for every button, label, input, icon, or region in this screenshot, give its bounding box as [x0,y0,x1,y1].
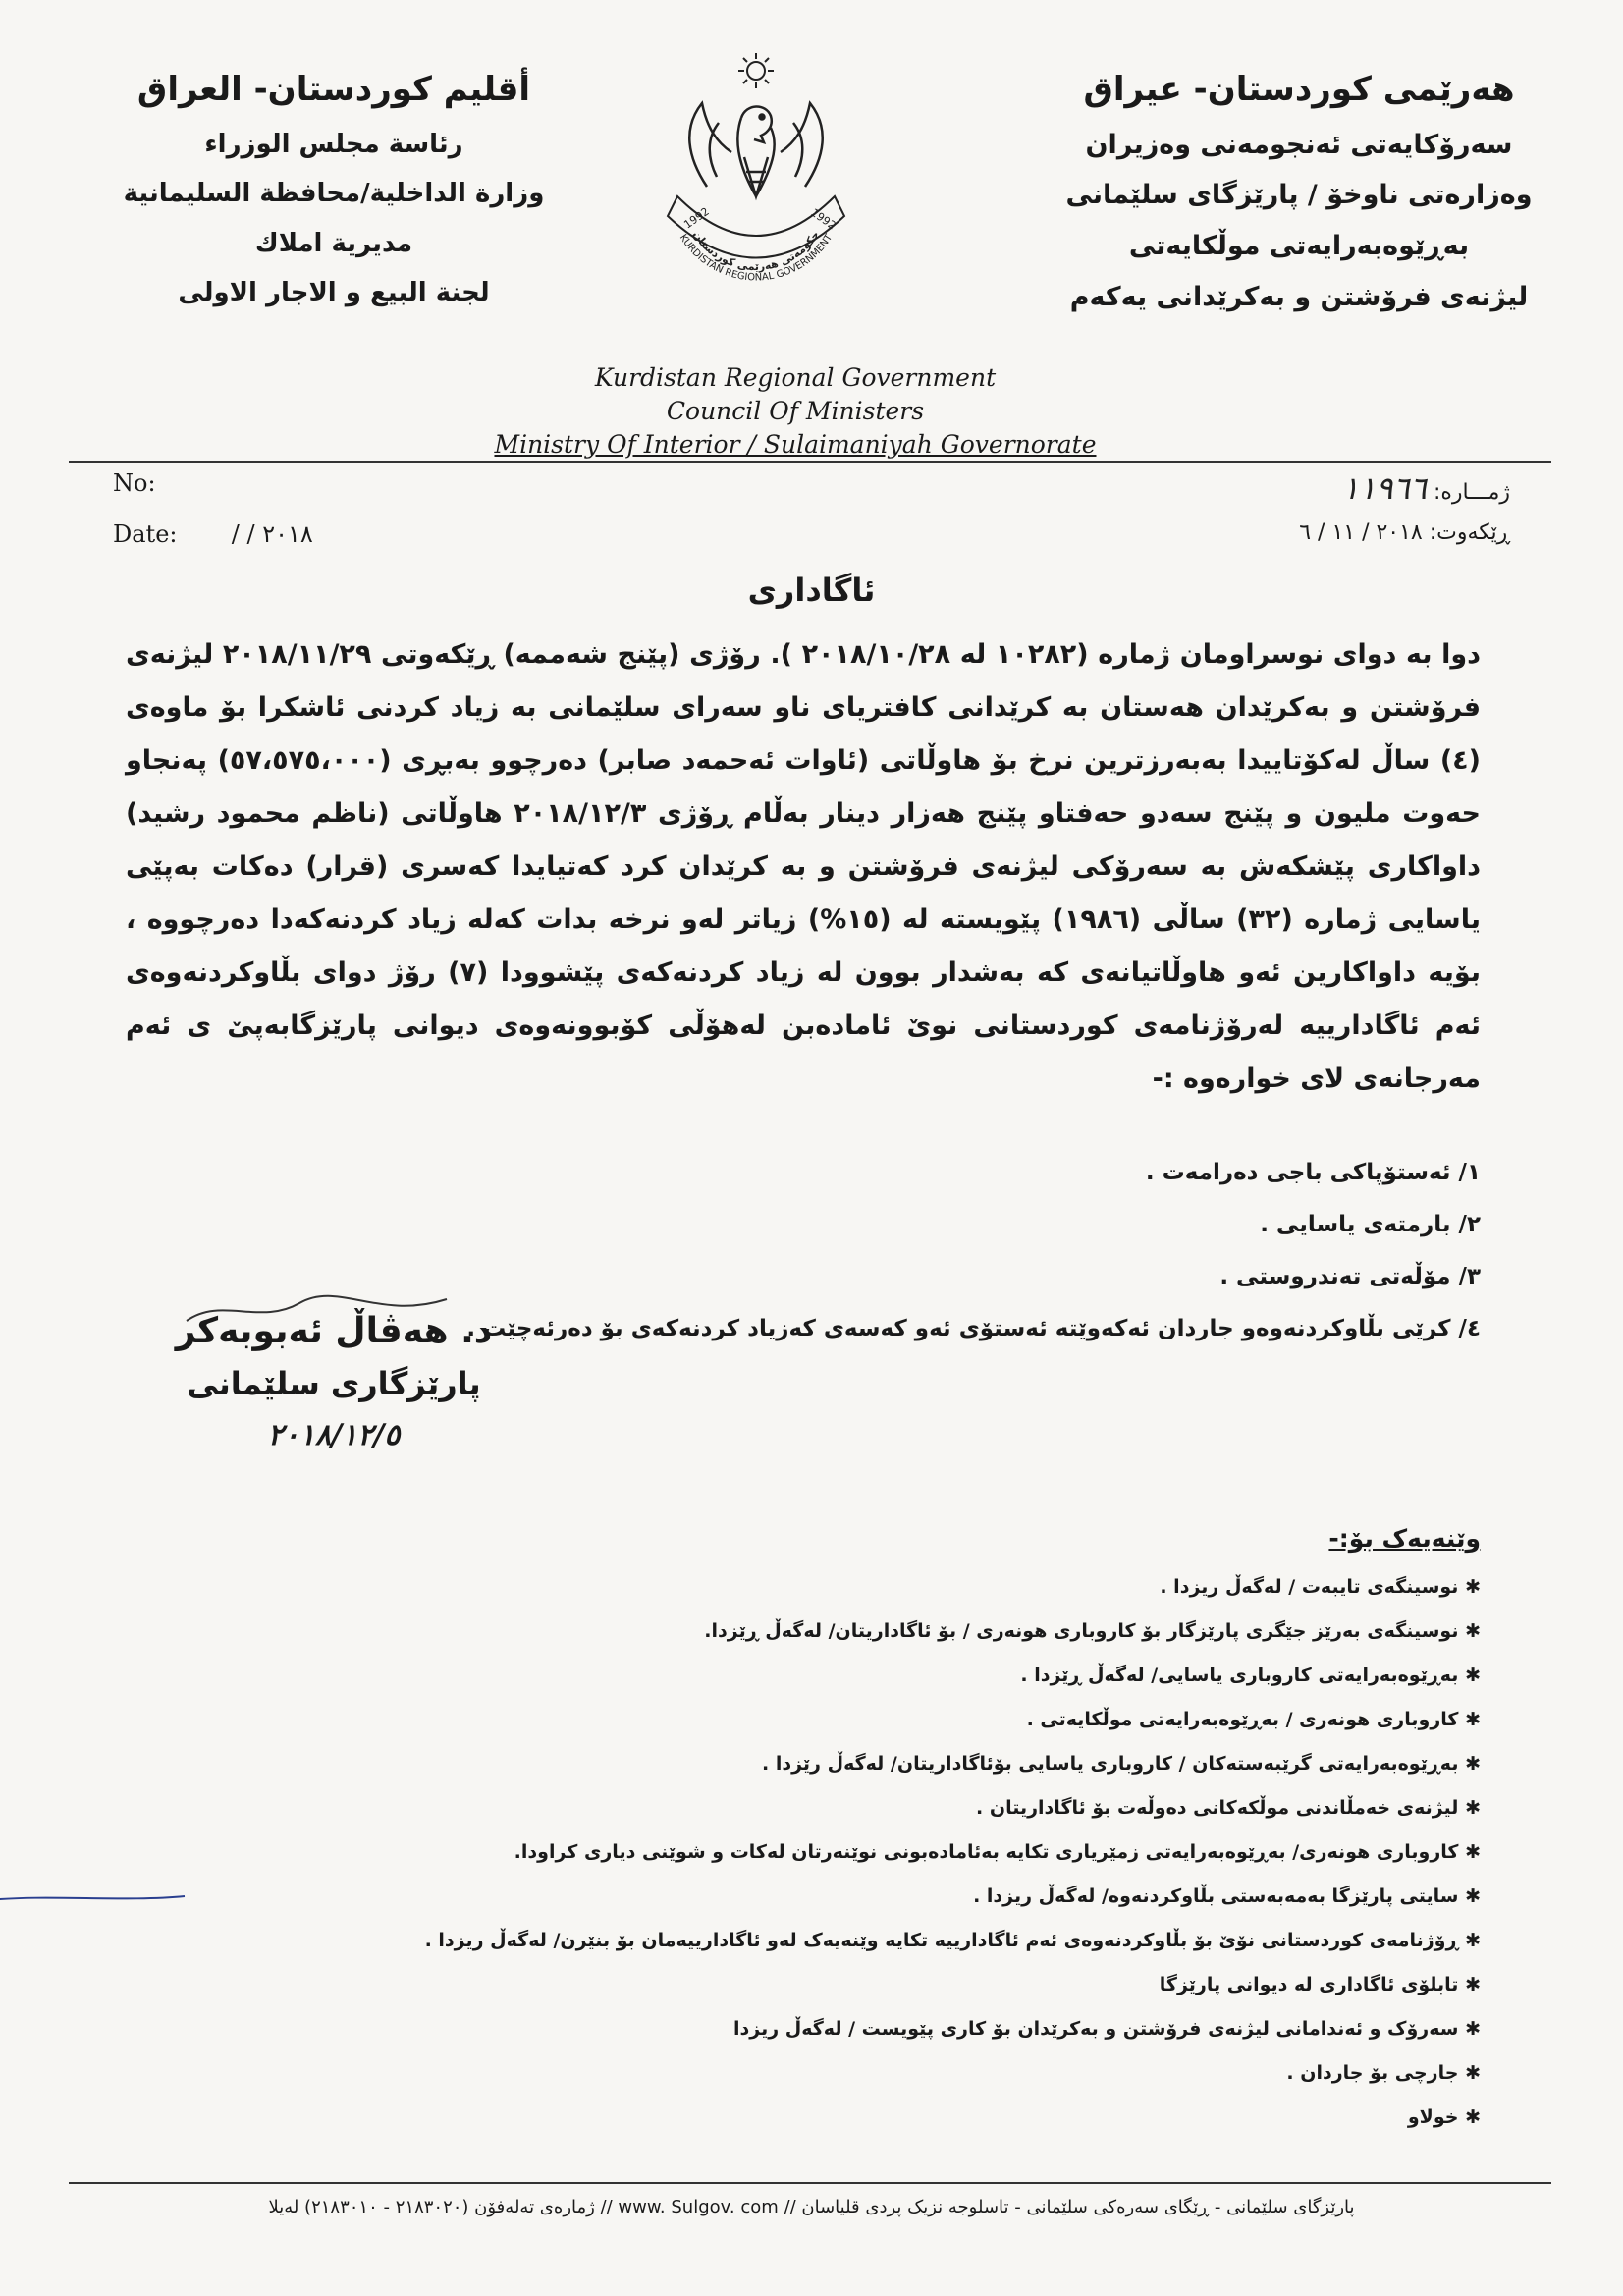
eagle-icon [689,103,822,196]
date-field-en [113,520,313,548]
header-english-council: Council Of Ministers [666,397,925,425]
list-item: ✱ جارچی بۆ جاردان . [1286,2062,1481,2084]
date-label-ku: ڕێکەوت: [1429,520,1510,545]
header-english-ministry: Ministry Of Interior / Sulaimaniyah Governorate [494,430,1097,459]
list-item: ✱ سەرۆک و ئەندامانی لیژنەی فرۆشتن و بەکرێدان بۆ کاری پێویست / لەگەڵ ریزدا [732,2018,1481,2040]
asterisk-icon: ✱ [1458,2062,1481,2084]
signature-scribble-icon [182,1291,457,1331]
asterisk-icon: ✱ [1458,2018,1481,2040]
footer-contact: پارێزگای سلێمانی - ڕێگای سەرەکی سلێمانی - تاسلوجە نزیک پردی قلیاسان // www. Sulgov. com // ژمارەی تەلەفۆن (٢١٨٣٠٢٠ - ٢١٨٣٠١٠) لەیلا [268,2197,1355,2217]
header-ministry-ar: وزارة الداخلية/محافظة السليمانية [123,179,545,208]
list-item: ✱ بەڕێوەبەرایەتی کاروباری یاسایی/ لەگەڵ ڕێزدا . [1020,1665,1481,1686]
signatory-name: د. هەڤاڵ ئەبوبەکر [175,1311,493,1351]
sun-icon [738,53,774,88]
signatory-title: پارێزگاری سلێمانی [187,1365,481,1402]
asterisk-icon: ✱ [1458,1930,1481,1951]
list-item: ✱ کاروباری هونەری / بەڕێوەبەرایەتی موڵکایەتی . [1026,1709,1481,1730]
list-item: ✱ ڕۆژنامەی کوردستانی نۆێ بۆ بڵاوکردنەوەی ئەم ئاگادارییە تکایە وێنەیەک لەو ئاگادارییەمان بۆ بنێرن/ لەگەڵ ریزدا . [424,1930,1481,1951]
asterisk-icon: ✱ [1458,1753,1481,1775]
asterisk-icon: ✱ [1458,1709,1481,1730]
logo-text-bottom: KURDISTAN REGIONAL GOVERNMENT [676,232,836,284]
asterisk-icon: ✱ [1458,1841,1481,1863]
header-council: سەرۆکایەتی ئەنجومەنی وەزیران [1085,129,1513,160]
asterisk-icon: ✱ [1458,1665,1481,1686]
date-field-ku [1299,520,1510,545]
number-field-ku [1342,469,1510,507]
header-directorate-ar: مديرية املاك [254,228,413,258]
list-item: ١/ ئەستۆپاکی باجی دەرامەت . [1145,1160,1481,1185]
list-item: ✱ کاروباری هونەری/ بەڕێوەبەرایەتی زمێریاری تکایە بەئامادەبونی نوێنەرتان لەکات و شوێنی دیاری کراودا. [514,1841,1481,1863]
pen-mark-icon [0,1892,185,1904]
header-committee-ar: لجنة البيع و الاجار الاولى [178,278,490,307]
list-item: ٤/ کرێی بڵاوکردنەوەو جاردان ئەکەوێتە ئەستۆی ئەو کەسەی کەزیاد کردنەکەی بۆ دەرئەچێت . [466,1316,1481,1341]
notice-body: دوا بە دوای نوسراومان ژمارە (١٠٢٨٢ لە ٢٠١٨/١٠/٢٨ ). رۆژی (پێنج شەممە) ڕێکەوتی ٢٠١٨/١١/٢٩ لیژنەی فرۆشتن و بەکرێدان هەستان بە کرێدانی کافتریای ناو سەرای سلێمانی بە زیاد کردنی ئاشکرا بۆ ماوەی (٤) ساڵ لەکۆتاییدا بەبەرزترین نرخ بۆ هاوڵاتی (ئاوات ئەحمەد صابر) دەرچوو بەبڕی (٥٧،٥٧٥،٠٠٠) پەنجاو حەوت ملیون و پێنج سەدو حەفتاو پێنج هەزار دینار بەڵام ڕۆژی ٢٠١٨/١٢/٣ هاوڵاتی (ناظم محمود رشید) داواکاری پێشکەش بە سەرۆکی لیژنەی فرۆشتن و بە کرێدان کرد کەتیایدا کەسری (قرار) دەکات بەپێی یاسایی ژمارە (٣٢) ساڵی (١٩٨٦) پێویستە لە (١٥%) زیاتر لەو نرخە بدات کەلە زیاد کردنەکەدا دەرچووە ، بۆیە داواکارین ئەو هاوڵاتیانەی کە بەشدار بوون لە زیاد کردنەکەی پێشوودا (٧) رۆژ دوای بڵاوکردنەوەی ئەم ئاگادارییە لەرۆژنامەی کوردستانی نوێ ئامادەبن لەهۆڵی کۆبوونەوەی دیوانی پارێزگابەپێ ی ئەم مەرجانەی لای خوارەوە :- [126,639,1481,1094]
signature-date: ٢٠١٨/١٢/٥ [267,1418,401,1452]
date-label-en: Date: [113,520,178,548]
list-item: ✱ بەڕێوەبەرایەتی گرێبەستەکان / کاروباری یاسایی بۆئاگاداریتان/ لەگەڵ رێزدا . [762,1753,1481,1775]
list-item: ✱ خولاو [1407,2106,1481,2128]
number-value-ku: ١١٩٦٦ [1342,469,1427,507]
header-council-ar: رئاسة مجلس الوزراء [204,129,463,159]
list-item: ✱ نوسینگەی بەرێز جێگری پارێزگار بۆ کاروباری هونەری / بۆ ئاگاداریتان/ لەگەڵ ڕێزدا. [704,1620,1481,1642]
list-item: ✱ لیژنەی خەمڵاندنی موڵکەکانی دەوڵەت بۆ ئاگاداریتان . [976,1797,1481,1819]
header-region: هەرێمی کوردستان- عیراق [1083,70,1515,109]
list-item: ✱ نوسینگەی تایبەت / لەگەڵ ریزدا . [1160,1576,1481,1598]
header-ministry: وەزارەتی ناوخۆ / پارێزگای سلێمانی [1065,180,1533,211]
header-arabic [98,69,569,327]
header-directorate: بەڕێوەبەرایەتی موڵکایەتی [1128,231,1470,261]
list-item: ✱ سایتی پارێزگا بەمەبەستی بڵاوکردنەوە/ لەگەڵ ریزدا . [106,1875,1481,1919]
list-item: ٢/ بارمتەی یاسایی . [1260,1212,1481,1237]
cc-list [106,1565,1481,2140]
krg-emblem-logo [648,49,864,295]
header-kurdish [1063,69,1535,332]
date-value-ku: ٢٠١٨ / ١١ / ٦ [1299,520,1423,545]
asterisk-icon: ✱ [1458,1886,1481,1907]
header-committee: لیژنەی فرۆشتن و بەکرێدانی یەکەم [1069,281,1529,312]
asterisk-icon: ✱ [1458,1576,1481,1598]
asterisk-icon: ✱ [1458,1974,1481,1995]
signature-block [172,1311,496,1452]
header-divider [69,461,1551,463]
logo-text-top: حکومەتی هەرێمی کوردستان [689,228,823,274]
logo-year-left: 1992 [681,204,712,232]
header-region-ar: أقليم كوردستان- العراق [136,70,531,109]
number-label-ku: ژمـــارە: [1433,480,1510,505]
asterisk-icon: ✱ [1458,1620,1481,1642]
asterisk-icon: ✱ [1458,2106,1481,2128]
footer-divider [69,2182,1551,2184]
date-template-en: / / ٢٠١٨ [231,520,313,548]
list-item: ✱ تابلۆی ئاگاداری لە دیوانی پارێزگا [1159,1974,1481,1995]
header-english-krg: Kurdistan Regional Government [594,363,997,392]
number-label-en: No: [113,469,156,497]
logo-year-right: 1992 [808,205,839,233]
cc-title: وێنەیەک بۆ:- [1328,1524,1481,1553]
asterisk-icon: ✱ [1458,1797,1481,1819]
notice-title: ئاگاداری [747,572,876,609]
list-item: ٣/ مۆڵەتی تەندروستی . [1219,1264,1481,1289]
